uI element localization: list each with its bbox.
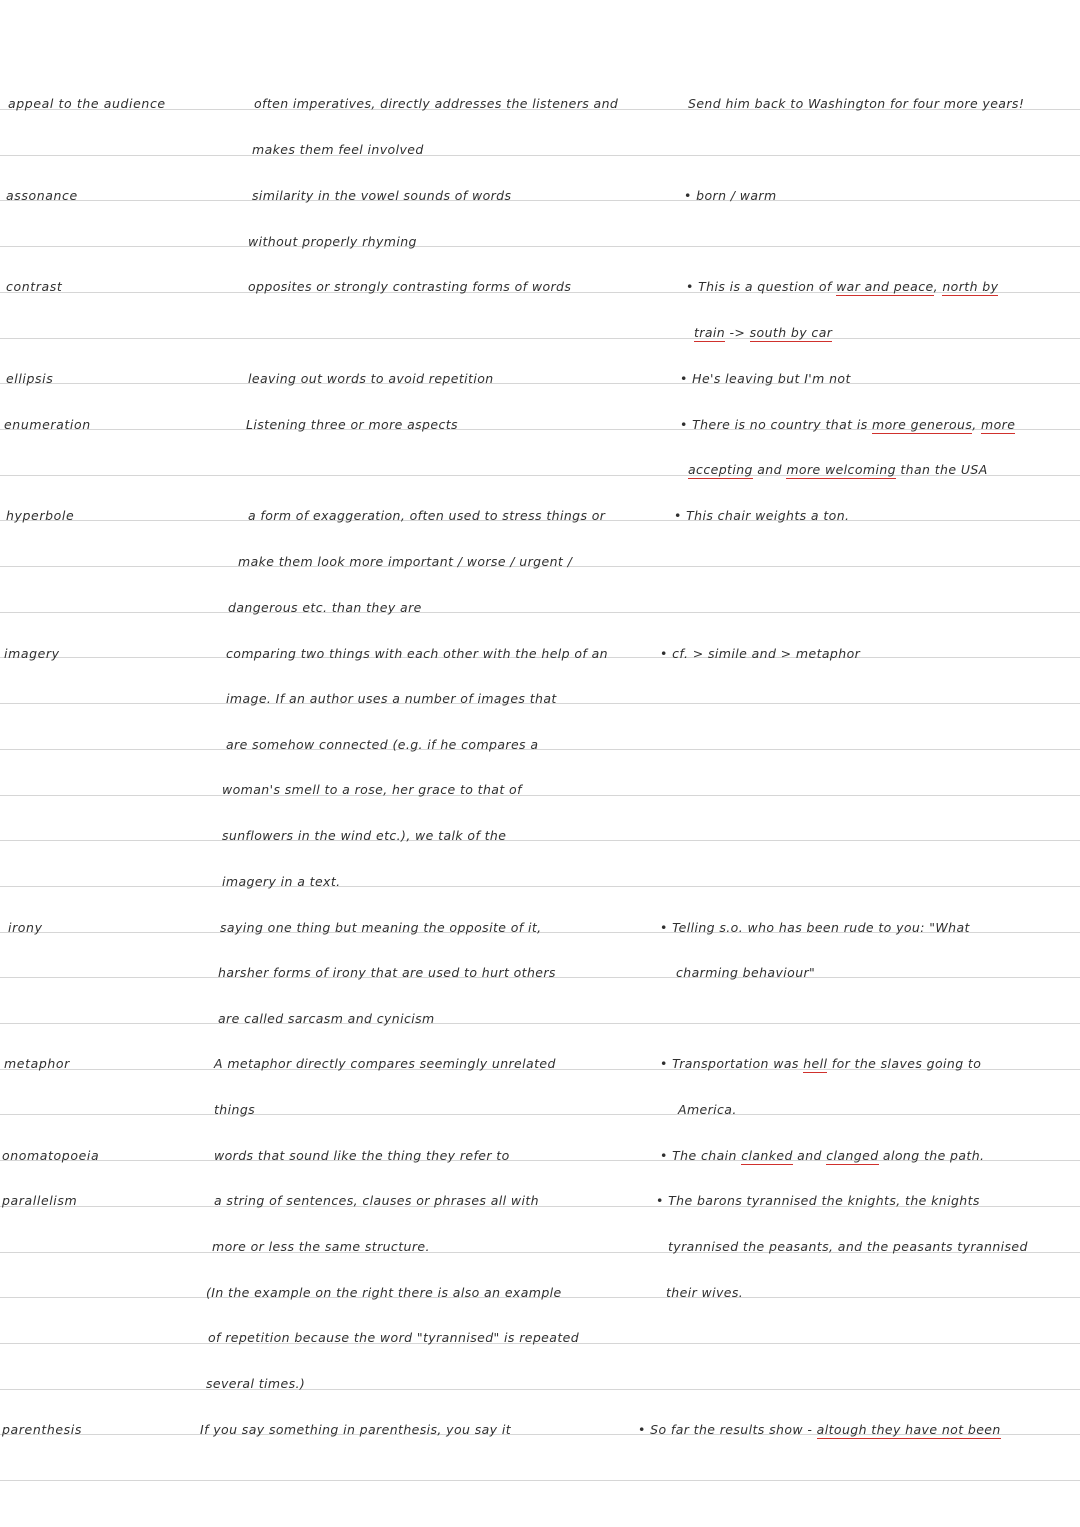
definition-line: If you say something in parenthesis, you say it (200, 1422, 512, 1437)
ruling-line (0, 840, 1080, 841)
underlined-phrase: altough they have not been (816, 1422, 1001, 1437)
definition-line: A metaphor directly compares seemingly unrelated (214, 1056, 556, 1071)
example-text: • Transportation was (660, 1056, 804, 1071)
term-parallelism: parallelism (2, 1193, 78, 1208)
example-line (660, 646, 860, 662)
example-text: • So far the results show - (638, 1422, 817, 1437)
underlined-phrase: clanged (826, 1148, 879, 1163)
example-line (694, 325, 832, 341)
example-text: • The chain (660, 1148, 742, 1163)
example-text: , (933, 279, 943, 294)
ruling-line (0, 155, 1080, 156)
definition-line: dangerous etc. than they are (228, 600, 422, 615)
term-assonance: assonance (6, 188, 78, 203)
definition-line: without properly rhyming (248, 234, 417, 249)
example-line (638, 1422, 1001, 1438)
ruling-line (0, 1389, 1080, 1390)
example-text: • cf. > simile and > metaphor (660, 646, 861, 661)
example-text: and (792, 1148, 827, 1163)
example-text: • This chair weights a ton. (674, 508, 850, 523)
example-line (668, 1239, 1028, 1255)
ruling-line (0, 383, 1080, 384)
example-text: and (752, 462, 787, 477)
definition-line: saying one thing but meaning the opposite of it, (220, 920, 542, 935)
term-metaphor: metaphor (4, 1056, 70, 1071)
ruling-line (0, 246, 1080, 247)
example-line (680, 371, 851, 387)
ruling-line (0, 1114, 1080, 1115)
ruling-line (0, 886, 1080, 887)
definition-line: sunflowers in the wind etc.), we talk of the (222, 828, 507, 843)
definition-line: several times.) (206, 1376, 306, 1391)
example-line (684, 188, 777, 204)
definition-line: more or less the same structure. (212, 1239, 430, 1254)
term-parenthesis: parenthesis (2, 1422, 82, 1437)
definition-line: words that sound like the thing they refer to (214, 1148, 510, 1163)
example-text: charming behaviour" (676, 965, 816, 980)
example-text: their wives. (666, 1285, 744, 1300)
example-line (678, 1102, 737, 1118)
example-text: America. (678, 1102, 737, 1117)
definition-line: image. If an author uses a number of images that (226, 691, 557, 706)
definition-line: makes them feel involved (252, 142, 424, 157)
underlined-phrase: accepting (688, 462, 753, 477)
example-line (686, 279, 998, 295)
example-text: • born / warm (684, 188, 777, 203)
definition-line: (In the example on the right there is also an example (206, 1285, 562, 1300)
ruling-line (0, 749, 1080, 750)
example-text: • He's leaving but I'm not (680, 371, 851, 386)
example-line (660, 1148, 984, 1164)
definition-line: woman's smell to a rose, her grace to that of (222, 782, 522, 797)
example-line (676, 965, 815, 981)
example-line (660, 920, 970, 936)
example-text: along the path. (878, 1148, 985, 1163)
example-line (656, 1193, 980, 1209)
definition-line: imagery in a text. (222, 874, 341, 889)
example-line (660, 1056, 981, 1072)
example-text: , (972, 417, 982, 432)
example-text: tyrannised the peasants, and the peasants tyrannised (668, 1239, 1028, 1254)
definition-line: similarity in the vowel sounds of words (252, 188, 512, 203)
term-contrast: contrast (6, 279, 63, 294)
example-line (674, 508, 849, 524)
term-imagery: imagery (4, 646, 60, 661)
underlined-phrase: more (981, 417, 1016, 432)
underlined-phrase: train (694, 325, 726, 340)
term-appeal-to-the-audience: appeal to the audience (8, 96, 166, 111)
definition-line: often imperatives, directly addresses the listeners and (254, 96, 619, 111)
definition-line: opposites or strongly contrasting forms of words (248, 279, 572, 294)
ruling-line (0, 1023, 1080, 1024)
ruling-line (0, 338, 1080, 339)
example-text: -> (725, 325, 750, 340)
example-line (688, 96, 1024, 112)
definition-line: leaving out words to avoid repetition (248, 371, 494, 386)
definition-line: make them look more important / worse / urgent / (238, 554, 573, 569)
ruling-line (0, 1480, 1080, 1481)
definition-line: of repetition because the word "tyrannised" is repeated (208, 1330, 580, 1345)
term-irony: irony (8, 920, 43, 935)
term-enumeration: enumeration (4, 417, 91, 432)
definition-line: a string of sentences, clauses or phrases all with (214, 1193, 539, 1208)
term-ellipsis: ellipsis (6, 371, 54, 386)
example-text: for the slaves going to (827, 1056, 982, 1071)
example-text: • This is a question of (686, 279, 837, 294)
underlined-phrase: more generous (872, 417, 973, 432)
ruling-line (0, 612, 1080, 613)
definition-line: are somehow connected (e.g. if he compares a (226, 737, 539, 752)
definition-line: a form of exaggeration, often used to stress things or (248, 508, 606, 523)
example-text: Send him back to Washington for four more years! (688, 96, 1025, 111)
term-hyperbole: hyperbole (6, 508, 75, 523)
example-text: • Telling s.o. who has been rude to you: "What (660, 920, 970, 935)
definition-line: comparing two things with each other with the help of an (226, 646, 608, 661)
definition-line: Listening three or more aspects (246, 417, 458, 432)
underlined-phrase: south by car (749, 325, 833, 340)
example-line (680, 417, 1015, 433)
example-text: • The barons tyrannised the knights, the knights (656, 1193, 980, 1208)
underlined-phrase: more welcoming (786, 462, 896, 477)
example-text: than the USA (895, 462, 988, 477)
underlined-phrase: clanked (741, 1148, 793, 1163)
definition-line: are called sarcasm and cynicism (218, 1011, 435, 1026)
example-line (688, 462, 988, 478)
definition-line: things (214, 1102, 256, 1117)
underlined-phrase: war and peace (836, 279, 934, 294)
example-text: • There is no country that is (680, 417, 872, 432)
ruling-line (0, 200, 1080, 201)
underlined-phrase: north by (942, 279, 999, 294)
ruling-line (0, 795, 1080, 796)
example-line (666, 1285, 743, 1301)
underlined-phrase: hell (803, 1056, 828, 1071)
term-onomatopoeia: onomatopoeia (2, 1148, 100, 1163)
definition-line: harsher forms of irony that are used to hurt others (218, 965, 556, 980)
